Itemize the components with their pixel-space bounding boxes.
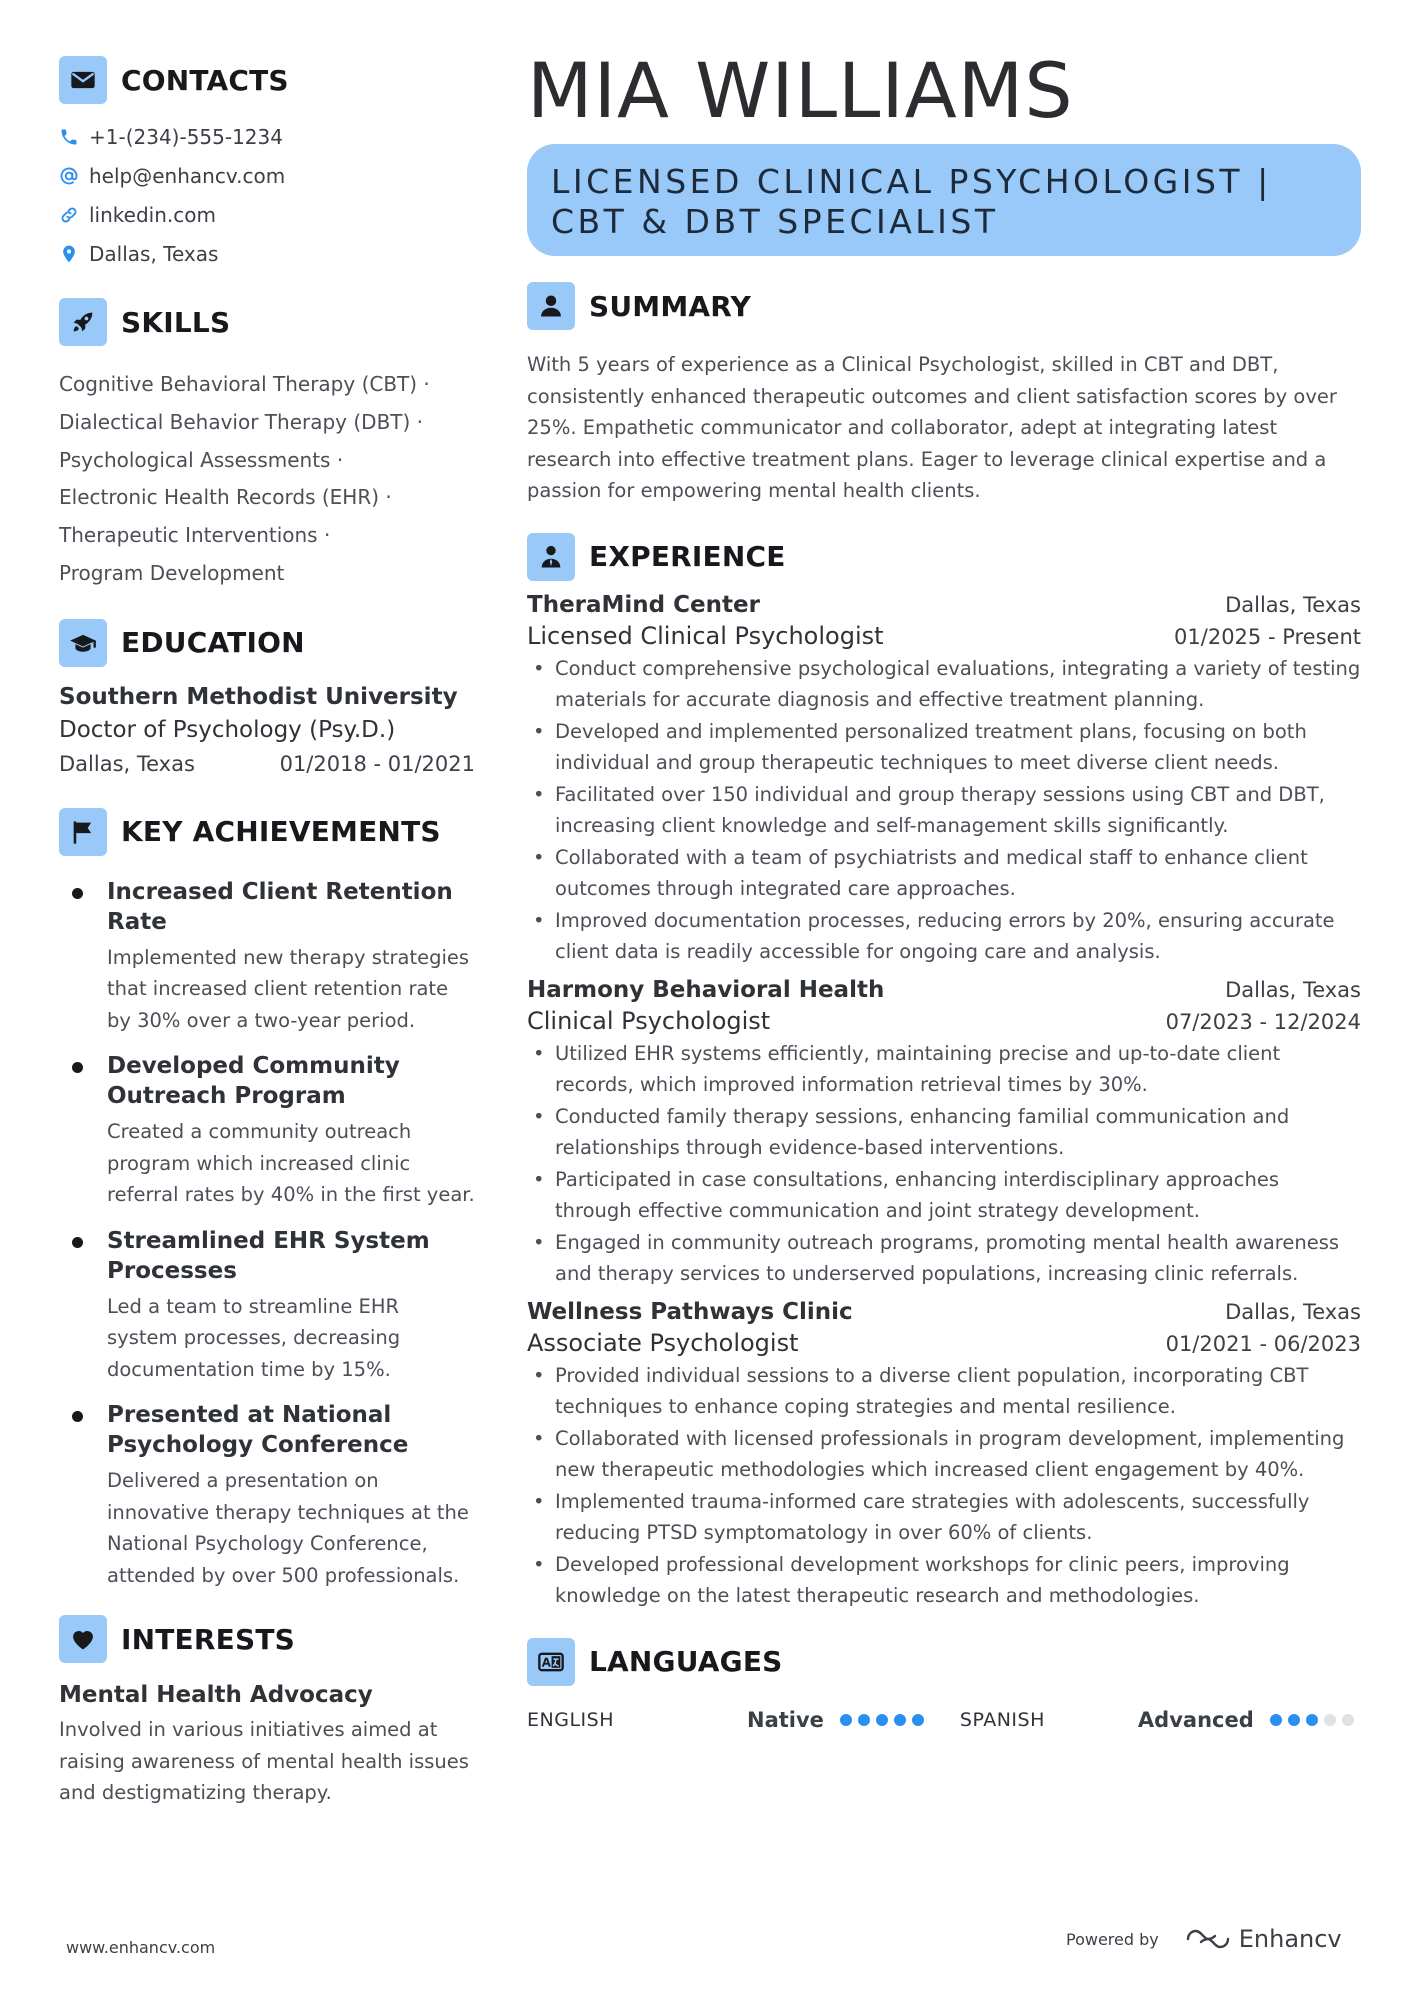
education-school: Southern Methodist University: [59, 683, 458, 710]
headline-line-1: LICENSED CLINICAL PSYCHOLOGIST |: [551, 162, 1272, 201]
experience-header: [527, 533, 1361, 581]
language-rating: [840, 1714, 924, 1726]
job-bullet: • Conducted family therapy sessions, enhancing familial communication and relationships through evidence-based interventions.: [527, 1101, 1361, 1164]
language-level: Native: [747, 1707, 824, 1732]
rocket-icon: [59, 298, 107, 346]
job-bullet: • Collaborated with licensed professionals in program development, implementing new therapeutic methodologies which increased client engagement by 40%.: [527, 1423, 1361, 1486]
achievement-desc: Implemented new therapy strategies that increased client retention rate by 30% over a two-year period.: [107, 945, 470, 1032]
rating-dot-empty: [1324, 1714, 1336, 1726]
job-role: Associate Psychologist: [527, 1328, 799, 1357]
achievement-item: [59, 1051, 475, 1211]
job-bullet: • Developed and implemented personalized treatment plans, focusing on both individual and group therapeutic techniques to meet diverse client needs.: [527, 716, 1361, 779]
skill-item: Therapeutic Interventions ·: [59, 523, 331, 548]
job-bullet: • Implemented trauma-informed care strategies with adolescents, successfully reducing PTSD symptomatology in over 60% of clients.: [527, 1486, 1361, 1549]
education-header: [59, 619, 475, 667]
location-text: Dallas, Texas: [89, 241, 219, 266]
achievement-title: Increased Client Retention Rate: [107, 878, 453, 935]
contact-phone[interactable]: [59, 117, 475, 156]
achievements-header: [59, 808, 475, 856]
education-meta: [59, 752, 475, 776]
interests-title: INTERESTS: [121, 1622, 295, 1656]
summary-title: SUMMARY: [589, 289, 752, 323]
job-role: Clinical Psychologist: [527, 1006, 771, 1035]
skill-item: Cognitive Behavioral Therapy (CBT) ·: [59, 372, 430, 396]
job-subheader: [527, 1329, 1361, 1357]
language-name: ENGLISH: [527, 1708, 614, 1731]
headline-line-2: CBT & DBT SPECIALIST: [551, 202, 999, 241]
contact-email[interactable]: [59, 156, 475, 195]
job-entry: [527, 977, 1361, 1290]
location-pin-icon: [59, 244, 89, 264]
job-bullet: • Utilized EHR systems efficiently, maintaining precise and up-to-date client records, which improved information retrieval times by 30%.: [527, 1038, 1361, 1101]
languages-title: LANGUAGES: [589, 1645, 783, 1678]
translate-icon: [527, 1638, 575, 1686]
achievement-title: Presented at National Psychology Conference: [107, 1402, 409, 1459]
job-bullet: • Improved documentation processes, reducing errors by 20%, ensuring accurate client data is readily accessible for ongoing care and analysis.: [527, 905, 1361, 968]
job-location: Dallas, Texas: [1225, 592, 1361, 617]
brand-name: Enhancv: [1238, 1925, 1342, 1953]
achievement-title: Streamlined EHR System Processes: [107, 1227, 430, 1284]
contacts-title: CONTACTS: [121, 63, 289, 97]
rating-dot-filled: [876, 1714, 888, 1726]
education-dates: 01/2018 - 01/2021: [279, 751, 475, 776]
briefcase-user-icon: [527, 533, 575, 581]
job-dates: 07/2023 - 12/2024: [1165, 1009, 1361, 1034]
achievements-title: KEY ACHIEVEMENTS: [121, 815, 441, 849]
achievement-desc: Delivered a presentation on innovative therapy techniques at the National Psychology Conference, attended by over 500 professionals.: [107, 1469, 469, 1587]
education-degree: Doctor of Psychology (Psy.D.): [59, 716, 396, 743]
rating-dot-filled: [1288, 1714, 1300, 1726]
job-bullet: • Developed professional development workshops for clinic peers, improving knowledge on the latest therapeutic research and methodologies.: [527, 1549, 1361, 1612]
enhancv-logo-icon: [1185, 1926, 1231, 1952]
summary-text: With 5 years of experience as a Clinical Psychologist, skilled in CBT and DBT, consistently enhanced therapeutic outcomes and client satisfaction scores by over 25%. Empathetic communicator and collaborator, adept at integrating latest research into effective treatment plans. Eager to leverage clinical expertise and a passion for empowering mental health clients.: [527, 353, 1337, 502]
heart-icon: [59, 1615, 107, 1663]
phone-icon: [59, 127, 89, 147]
headline-box: [527, 144, 1361, 256]
job-header: [527, 977, 1361, 1003]
summary-header: [527, 282, 1361, 330]
job-dates: 01/2021 - 06/2023: [1165, 1331, 1361, 1356]
education-title: EDUCATION: [121, 626, 305, 660]
achievement-item: [59, 1226, 475, 1386]
job-role: Licensed Clinical Psychologist: [527, 621, 884, 650]
interest-desc: Involved in various initiatives aimed at raising awareness of mental health issues and destigmatizing therapy.: [59, 1718, 469, 1805]
job-company: Wellness Pathways Clinic: [527, 1298, 853, 1325]
achievement-desc: Created a community outreach program which increased clinic referral rates by 40% in the first year.: [107, 1120, 475, 1207]
job-bullets: [527, 1360, 1361, 1612]
job-bullet: • Conduct comprehensive psychological evaluations, integrating a variety of testing materials for accurate diagnosis and effective treatment planning.: [527, 653, 1361, 716]
contact-linkedin[interactable]: [59, 195, 475, 234]
languages-header: [527, 1638, 1361, 1686]
job-bullet: • Participated in case consultations, enhancing interdisciplinary approaches through effective communication and joint strategy development.: [527, 1164, 1361, 1227]
skill-item: Electronic Health Records (EHR) ·: [59, 485, 392, 510]
job-subheader: [527, 622, 1361, 650]
rating-dot-filled: [1306, 1714, 1318, 1726]
achievement-title: Developed Community Outreach Program: [107, 1053, 400, 1110]
experience-title: EXPERIENCE: [589, 540, 786, 573]
rating-dot-filled: [912, 1714, 924, 1726]
skills-header: [59, 298, 475, 346]
link-icon: [59, 205, 89, 225]
rating-dot-empty: [1342, 1714, 1354, 1726]
achievement-desc: Led a team to streamline EHR system processes, decreasing documentation time by 15%.: [107, 1294, 401, 1381]
skill-item: Psychological Assessments ·: [59, 447, 344, 472]
job-bullet: • Provided individual sessions to a diverse client population, incorporating CBT techniques to enhance coping strategies and mental resilience.: [527, 1360, 1361, 1423]
contacts-header: [59, 56, 475, 104]
linkedin-text: linkedin.com: [89, 202, 216, 227]
job-dates: 01/2025 - Present: [1174, 624, 1361, 649]
left-column: [59, 56, 475, 1809]
skill-item: Program Development: [59, 560, 285, 585]
job-entry: [527, 592, 1361, 968]
at-icon: [59, 166, 89, 186]
job-header: [527, 1299, 1361, 1325]
flag-icon: [59, 808, 107, 856]
achievements-list: [59, 877, 475, 1592]
job-company: Harmony Behavioral Health: [527, 976, 885, 1003]
footer-website[interactable]: www.enhancv.com: [66, 1938, 216, 1957]
interest-title: Mental Health Advocacy: [59, 1682, 373, 1709]
user-icon: [527, 282, 575, 330]
achievement-item: [59, 1400, 475, 1591]
interests-header: [59, 1615, 475, 1663]
candidate-name: MIA WILLIAMS: [527, 46, 1074, 135]
footer-branding: [1066, 1925, 1342, 1953]
rating-dot-filled: [840, 1714, 852, 1726]
right-column: [527, 46, 1361, 1732]
job-bullet: • Collaborated with a team of psychiatrists and medical staff to enhance client outcomes through integrated care approaches.: [527, 842, 1361, 905]
contact-list: [59, 117, 475, 273]
envelope-icon: [59, 56, 107, 104]
skills-title: SKILLS: [121, 305, 231, 339]
job-header: [527, 592, 1361, 618]
language-name: SPANISH: [959, 1708, 1045, 1731]
languages-row: [527, 1708, 1361, 1732]
contact-location: [59, 234, 475, 273]
job-location: Dallas, Texas: [1225, 977, 1361, 1002]
education-location: Dallas, Texas: [59, 751, 195, 776]
job-location: Dallas, Texas: [1225, 1299, 1361, 1324]
language-rating: [1270, 1714, 1354, 1726]
job-bullet: • Facilitated over 150 individual and group therapy sessions using CBT and DBT, increasing client knowledge and self-management skills significantly.: [527, 779, 1361, 842]
job-company: TheraMind Center: [527, 591, 760, 618]
graduation-cap-icon: [59, 619, 107, 667]
job-bullets: [527, 653, 1361, 968]
email-text: help@enhancv.com: [89, 163, 286, 188]
rating-dot-filled: [858, 1714, 870, 1726]
rating-dot-filled: [894, 1714, 906, 1726]
job-subheader: [527, 1007, 1361, 1035]
achievement-item: [59, 877, 475, 1037]
phone-text: +1-(234)-555-1234: [89, 124, 283, 149]
job-bullets: [527, 1038, 1361, 1290]
language-level: Advanced: [1137, 1707, 1254, 1732]
powered-by-text: Powered by: [1066, 1929, 1159, 1949]
skills-list: [59, 366, 475, 593]
job-entry: [527, 1299, 1361, 1612]
rating-dot-filled: [1270, 1714, 1282, 1726]
experience-list: [527, 592, 1361, 1612]
job-bullet: • Engaged in community outreach programs, promoting mental health awareness and therapy services to underserved populations, increasing clinic referrals.: [527, 1227, 1361, 1290]
skill-item: Dialectical Behavior Therapy (DBT) ·: [59, 409, 424, 434]
brand-logo[interactable]: [1185, 1925, 1342, 1953]
